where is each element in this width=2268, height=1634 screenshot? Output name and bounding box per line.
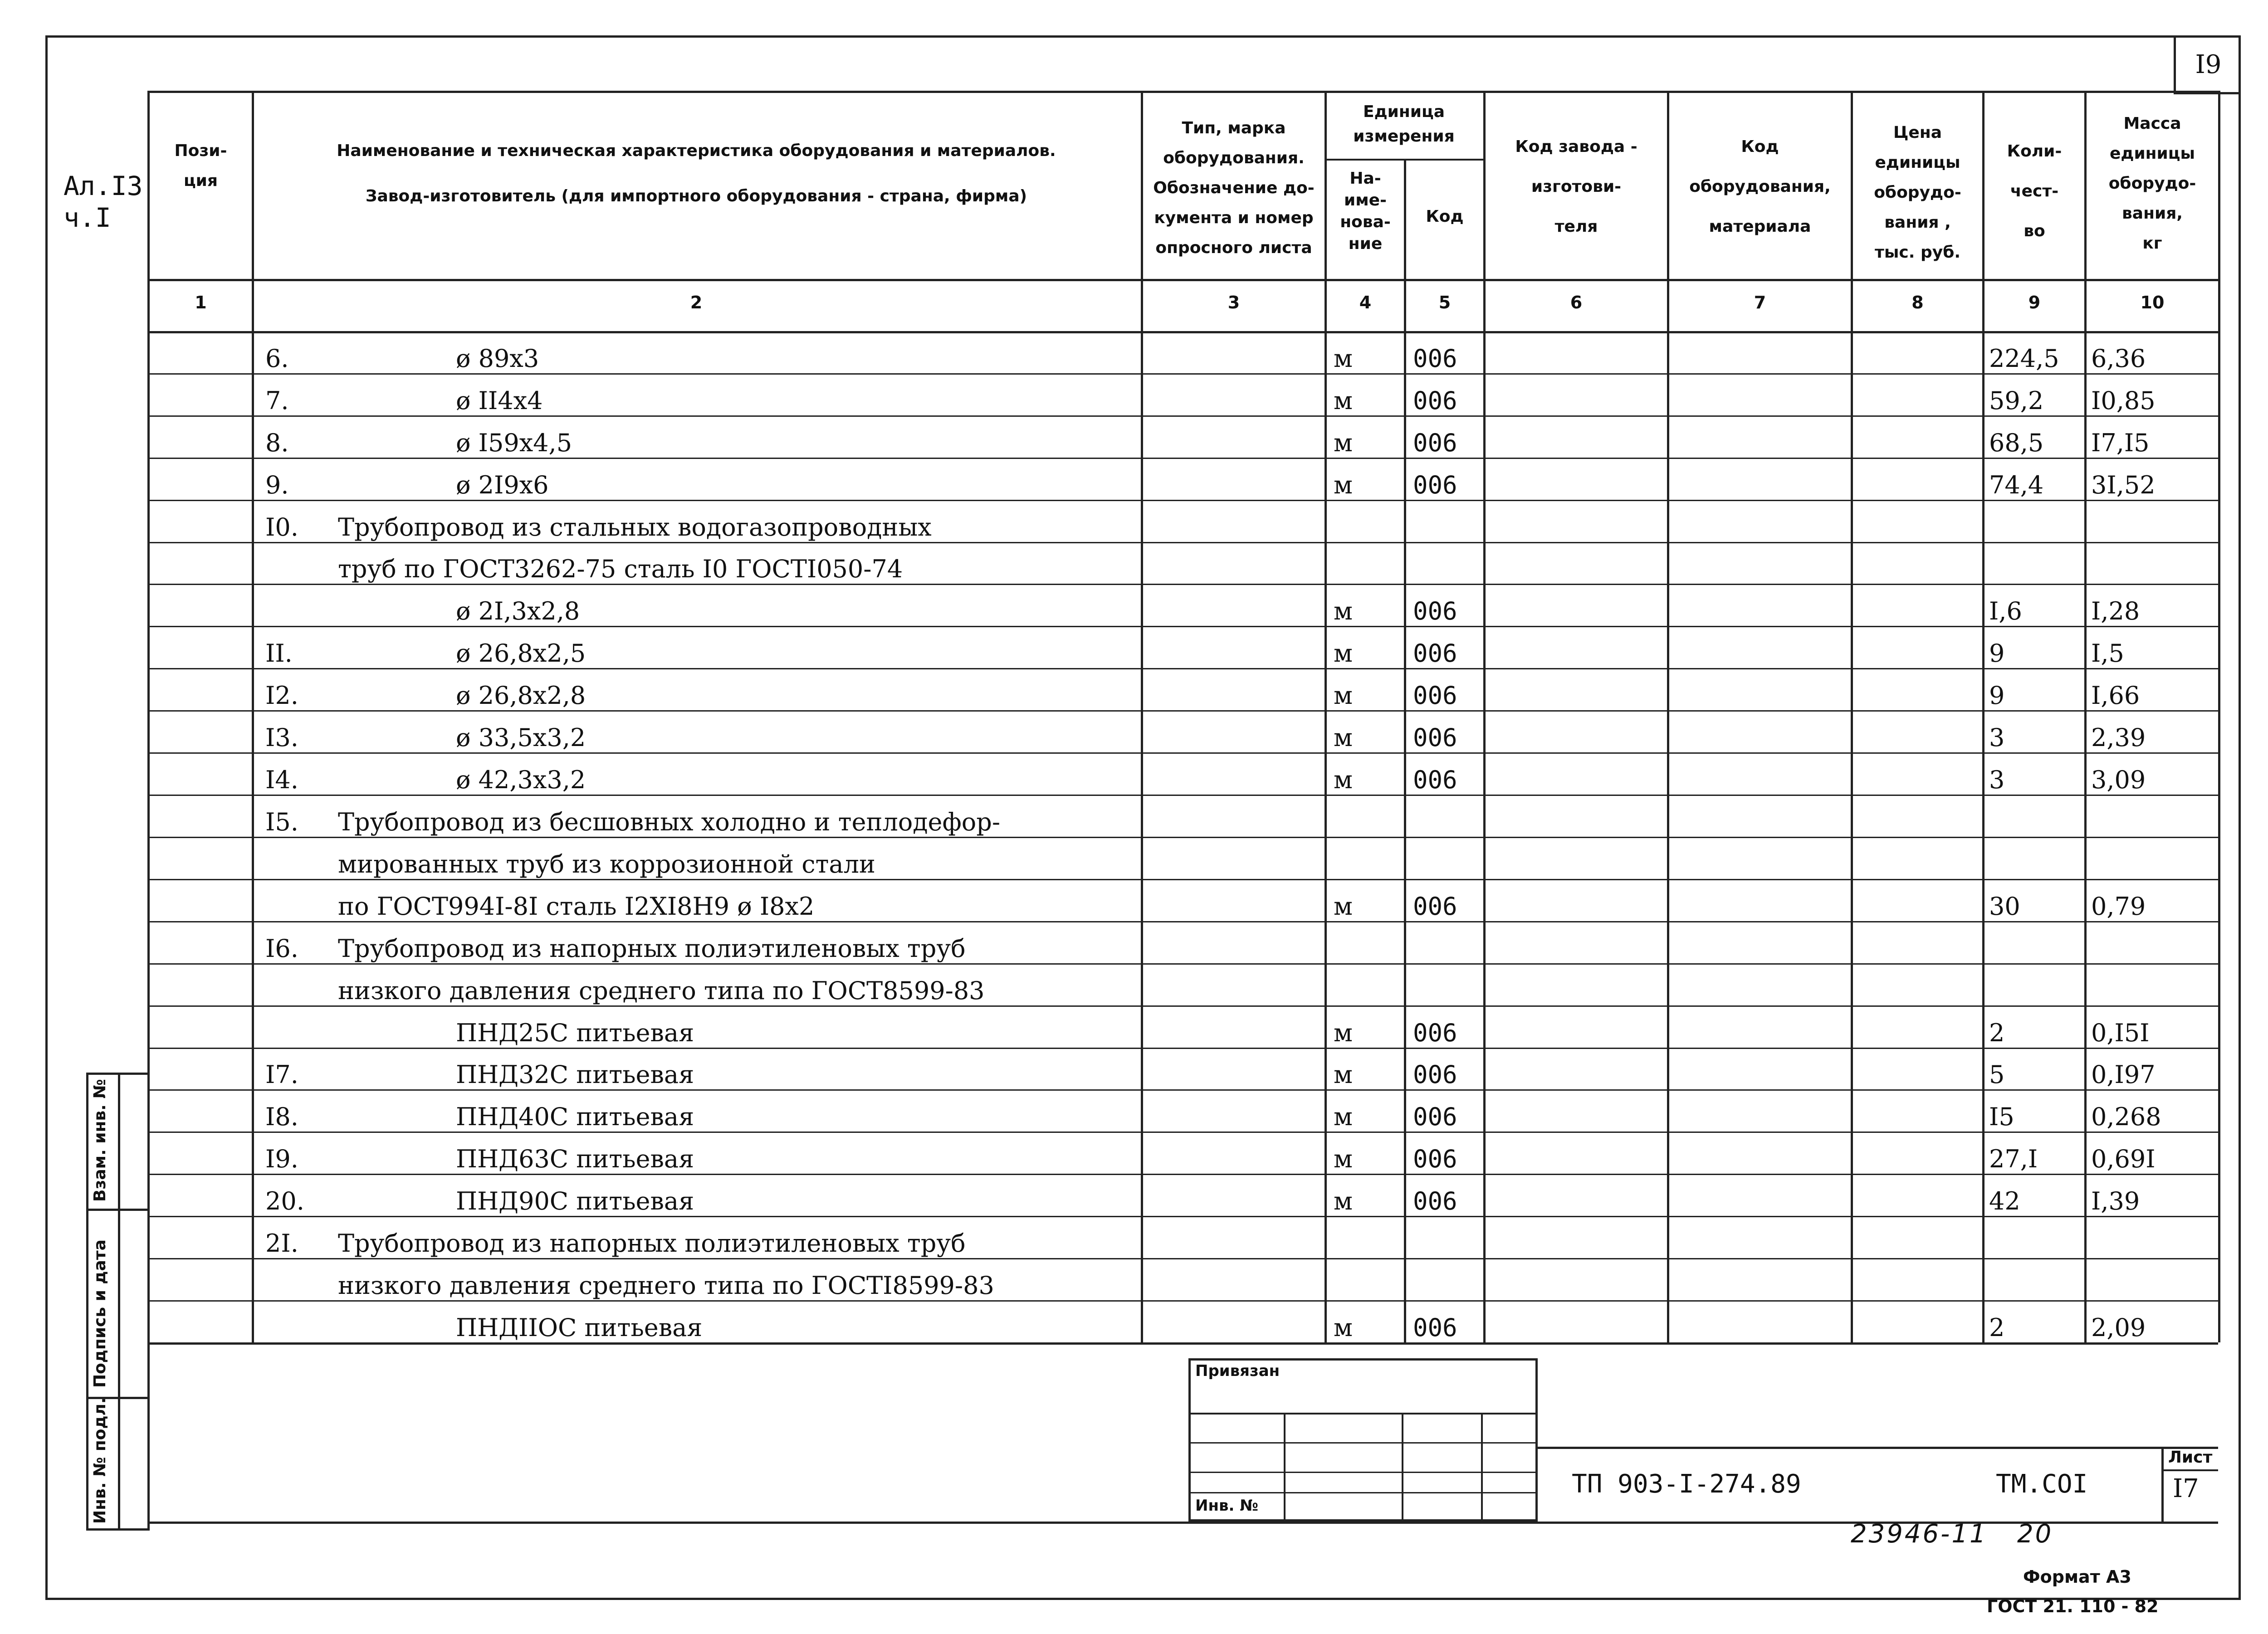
- bound-label: Привязан: [1195, 1362, 1280, 1380]
- row-mass: I,66: [2091, 681, 2140, 710]
- row-position: 9.: [265, 470, 289, 499]
- table-row: [147, 668, 2218, 710]
- row-unit: м: [1334, 639, 1353, 668]
- sheet-label: Лист: [2168, 1448, 2213, 1467]
- table-row: [147, 626, 2218, 668]
- row-mass: 2,39: [2091, 723, 2146, 752]
- table-row: [147, 542, 2218, 584]
- row-unit: м: [1334, 344, 1353, 373]
- sheet-corner-number: I9: [2174, 35, 2241, 94]
- row-position: I7.: [265, 1060, 298, 1089]
- row-quantity: 27,I: [1989, 1145, 2038, 1174]
- format-label: Формат А3: [2023, 1567, 2131, 1587]
- row-mass: 3I,52: [2091, 470, 2156, 499]
- table-row: [147, 500, 2218, 542]
- table-column-line: [2084, 91, 2087, 1342]
- handwritten-note: 23946-11 20: [1851, 1519, 2053, 1549]
- row-name: ø I59x4,5: [456, 428, 572, 457]
- table-row: [147, 458, 2218, 500]
- table-row: [147, 415, 2218, 458]
- row-quantity: I5: [1989, 1102, 2014, 1132]
- table-row: [147, 331, 2218, 373]
- header-factory-code: Код завода - изготови- теля: [1515, 137, 1637, 236]
- row-mass: 0,79: [2091, 892, 2146, 921]
- row-code: 006: [1413, 766, 1457, 795]
- table-row: [147, 1005, 2218, 1048]
- header-price: Цена единицы оборудо- вания , тыс. руб.: [1874, 123, 1961, 262]
- row-name: ø 89x3: [456, 344, 539, 373]
- side-note-line-2: ч.I: [64, 202, 111, 233]
- sheet-cell-line: [2161, 1469, 2218, 1471]
- standard-label: ГОСТ 21. 110 - 82: [1987, 1596, 2159, 1616]
- row-unit: м: [1334, 892, 1353, 921]
- table-row: [147, 1090, 2218, 1132]
- title-block-divider: [1284, 1413, 1286, 1522]
- sheet-number: I7: [2173, 1474, 2199, 1503]
- row-code: 006: [1413, 470, 1457, 499]
- row-mass: 0,I97: [2091, 1060, 2156, 1089]
- table-column-line: [1141, 91, 1143, 1342]
- column-number: 1: [195, 293, 207, 312]
- row-position: 2I.: [265, 1229, 298, 1258]
- row-quantity: 9: [1989, 681, 2005, 710]
- title-block-divider: [1402, 1413, 1403, 1522]
- side-note: [64, 170, 143, 234]
- header-mass: Масса единицы оборудо- вания, кг: [2108, 114, 2196, 253]
- row-unit: м: [1334, 1060, 1353, 1089]
- row-name: Трубопровод из напорных полиэтиленовых труб: [338, 1229, 966, 1258]
- row-code: 006: [1413, 639, 1457, 668]
- column-number: 8: [1911, 293, 1924, 312]
- header-unit-group: Единица измерения: [1353, 102, 1455, 146]
- row-position: I2.: [265, 681, 298, 710]
- document-code: ТП 903-I-274.89: [1572, 1469, 1801, 1499]
- table-row-line: [147, 1342, 2218, 1345]
- row-quantity: 59,2: [1989, 386, 2044, 415]
- row-mass: 6,36: [2091, 344, 2146, 373]
- row-code: 006: [1413, 1018, 1457, 1047]
- row-name: ПНД32С питьевая: [456, 1060, 694, 1089]
- row-quantity: I,6: [1989, 597, 2022, 626]
- table-row: [147, 1174, 2218, 1216]
- row-name: ПНД90С питьевая: [456, 1187, 694, 1216]
- row-name: ПНД63С питьевая: [456, 1145, 694, 1174]
- title-block-line: [1188, 1442, 1538, 1444]
- row-quantity: 2: [1989, 1313, 2005, 1342]
- row-mass: I,5: [2091, 639, 2124, 668]
- row-name: низкого давления среднего типа по ГОСТ8599-83: [338, 976, 985, 1005]
- row-name: Трубопровод из стальных водогазопроводных: [338, 512, 932, 541]
- row-code: 006: [1413, 723, 1457, 752]
- row-position: I6.: [265, 934, 298, 963]
- title-block-line: [1188, 1492, 1538, 1493]
- row-quantity: 42: [1989, 1187, 2020, 1216]
- table-row-line: [147, 91, 2218, 93]
- table-column-line: [1982, 91, 1984, 1342]
- row-position: I0.: [265, 512, 298, 541]
- row-code: 006: [1413, 1060, 1457, 1089]
- row-quantity: 3: [1989, 766, 2005, 795]
- row-quantity: 5: [1989, 1060, 2005, 1089]
- table-column-line: [147, 91, 150, 1342]
- row-name: ø 33,5x3,2: [456, 723, 586, 752]
- row-quantity: 74,4: [1989, 470, 2044, 499]
- column-number: 5: [1438, 293, 1451, 312]
- table-row: [147, 1258, 2218, 1300]
- row-unit: м: [1334, 1102, 1353, 1132]
- table-row-line: [147, 279, 2218, 281]
- table-column-line: [1483, 91, 1486, 1342]
- row-mass: 3,09: [2091, 766, 2146, 795]
- title-block-line: [1188, 1472, 1538, 1473]
- table-row: [147, 1048, 2218, 1090]
- row-name: Трубопровод из напорных полиэтиленовых труб: [338, 934, 966, 963]
- column-number: 7: [1754, 293, 1766, 312]
- row-quantity: 2: [1989, 1018, 2005, 1047]
- row-name: ø 42,3x3,2: [456, 766, 586, 795]
- stamp-divider: [118, 1073, 120, 1531]
- table-column-line: [1667, 91, 1669, 1342]
- table-row: [147, 795, 2218, 837]
- table-row: [147, 1132, 2218, 1174]
- header-equipment-code: Код оборудования, материала: [1689, 137, 1831, 236]
- row-name: ПНД40С питьевая: [456, 1102, 694, 1132]
- row-position: I3.: [265, 723, 298, 752]
- table-row: [147, 752, 2218, 795]
- row-unit: м: [1334, 428, 1353, 457]
- stamp-field-signature: Подпись и дата: [91, 1239, 109, 1388]
- row-position: 8.: [265, 428, 289, 457]
- row-code: 006: [1413, 1313, 1457, 1342]
- row-unit: м: [1334, 470, 1353, 499]
- row-mass: I,28: [2091, 597, 2140, 626]
- table-column-line: [1404, 159, 1406, 1342]
- table-column-line: [1325, 91, 1327, 1342]
- inventory-label: Инв. №: [1195, 1497, 1259, 1515]
- row-name: по ГОСТ994I-8I сталь I2XI8H9 ø I8x2: [338, 892, 815, 921]
- side-note-line-1: Ал.I3: [64, 171, 143, 201]
- row-mass: I0,85: [2091, 386, 2156, 415]
- row-quantity: 9: [1989, 639, 2005, 668]
- document-mark: ТМ.СОI: [1996, 1469, 2088, 1499]
- title-block-divider: [1481, 1413, 1483, 1522]
- row-position: I4.: [265, 766, 298, 795]
- row-name: ПНД25С питьевая: [456, 1018, 694, 1047]
- row-unit: м: [1334, 766, 1353, 795]
- table-row: [147, 710, 2218, 752]
- table-row-line: [147, 331, 2218, 333]
- title-block-top-line: [1538, 1447, 2218, 1449]
- row-code: 006: [1413, 1187, 1457, 1216]
- row-position: 6.: [265, 344, 289, 373]
- table-row: [147, 837, 2218, 879]
- row-quantity: 30: [1989, 892, 2020, 921]
- row-unit: м: [1334, 681, 1353, 710]
- row-name: мированных труб из коррозионной стали: [338, 849, 875, 878]
- row-mass: I7,I5: [2091, 428, 2150, 457]
- row-name: ø 2I9x6: [456, 470, 549, 499]
- row-name: низкого давления среднего типа по ГОСТI8599-83: [338, 1271, 994, 1300]
- row-position: I5.: [265, 807, 298, 836]
- row-name: ø 26,8x2,5: [456, 639, 586, 668]
- row-quantity: 224,5: [1989, 344, 2059, 373]
- header-unit-name: На- име- нова- ние: [1340, 169, 1391, 253]
- table-row: [147, 373, 2218, 415]
- column-number: 4: [1359, 293, 1372, 312]
- row-code: 006: [1413, 892, 1457, 921]
- row-unit: м: [1334, 723, 1353, 752]
- column-number: 6: [1570, 293, 1583, 312]
- sheet-cell-divider: [2161, 1447, 2164, 1522]
- column-number: 9: [2028, 293, 2041, 312]
- row-code: 006: [1413, 597, 1457, 626]
- row-position: 20.: [265, 1187, 304, 1216]
- header-type: Тип, марка оборудования. Обозначение до- кумента и номер опросного листа: [1153, 119, 1315, 257]
- table-row: [147, 963, 2218, 1005]
- row-code: 006: [1413, 1145, 1457, 1174]
- row-code: 006: [1413, 1102, 1457, 1132]
- title-block-line: [1188, 1413, 1538, 1415]
- row-mass: 0,69I: [2091, 1145, 2156, 1174]
- row-code: 006: [1413, 681, 1457, 710]
- table-column-line: [2218, 91, 2220, 1342]
- row-unit: м: [1334, 1313, 1353, 1342]
- column-number: 3: [1227, 293, 1240, 312]
- column-number: 10: [2140, 293, 2165, 312]
- header-quantity: Коли- чест- во: [2007, 142, 2062, 240]
- row-unit: м: [1334, 597, 1353, 626]
- row-quantity: 3: [1989, 723, 2005, 752]
- specification-table: [147, 91, 2218, 1342]
- table-column-line: [252, 91, 254, 1342]
- stamp-field-replacement: Взам. инв. №: [91, 1079, 109, 1202]
- table-row: [147, 1300, 2218, 1342]
- row-unit: м: [1334, 1018, 1353, 1047]
- table-row: [147, 584, 2218, 626]
- row-mass: I,39: [2091, 1187, 2140, 1216]
- row-position: I9.: [265, 1145, 298, 1174]
- row-position: 7.: [265, 386, 289, 415]
- table-row: [147, 921, 2218, 963]
- stamp-field-original: Инв. № подл.: [91, 1397, 109, 1524]
- header-name-line1: Наименование и техническая характеристика оборудования и материалов.: [337, 141, 1056, 160]
- row-mass: 0,268: [2091, 1102, 2161, 1132]
- row-code: 006: [1413, 428, 1457, 457]
- row-name: ПНДIIОС питьевая: [456, 1313, 703, 1342]
- header-position: Пози- ция: [174, 141, 227, 190]
- row-name: ø 26,8x2,8: [456, 681, 586, 710]
- stamp-line: [86, 1209, 150, 1211]
- row-position: II.: [265, 639, 293, 668]
- row-unit: м: [1334, 1187, 1353, 1216]
- table-column-line: [1851, 91, 1853, 1342]
- row-name: Трубопровод из бесшовных холодно и теплодефор-: [338, 807, 1001, 836]
- row-unit: м: [1334, 386, 1353, 415]
- row-code: 006: [1413, 344, 1457, 373]
- table-row: [147, 1216, 2218, 1258]
- row-mass: 2,09: [2091, 1313, 2146, 1342]
- table-row: [147, 879, 2218, 921]
- row-unit: м: [1334, 1145, 1353, 1174]
- column-number: 2: [690, 293, 703, 312]
- header-name-line2: Завод-изготовитель (для импортного оборудования - страна, фирма): [365, 187, 1027, 205]
- row-mass: 0,I5I: [2091, 1018, 2150, 1047]
- row-position: I8.: [265, 1102, 298, 1132]
- row-name: труб по ГОСТ3262-75 сталь I0 ГОСТI050-74: [338, 555, 903, 584]
- row-code: 006: [1413, 386, 1457, 415]
- row-name: ø II4x4: [456, 386, 543, 415]
- row-quantity: 68,5: [1989, 428, 2044, 457]
- header-unit-code: Код: [1426, 207, 1464, 226]
- row-name: ø 2I,3x2,8: [456, 597, 580, 626]
